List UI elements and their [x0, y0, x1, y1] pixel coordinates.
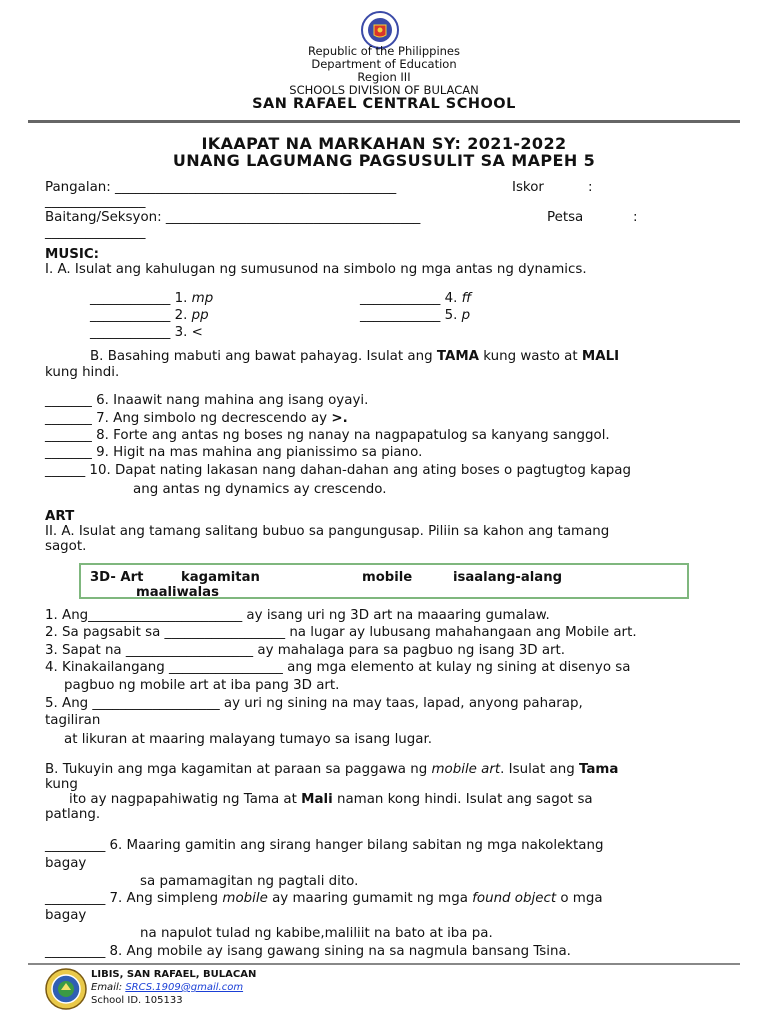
word-choice: 3D- Art — [90, 570, 144, 585]
art-question-3: 3. Sapat na ___________________ ay mahalaga para sa pagbuo ng isang 3D art. — [45, 643, 566, 658]
art-instruction-b-line2: ito ay nagpapahiwatig ng Tama at Mali naman kong hindi. Isulat ang sagot sa — [69, 792, 593, 807]
music-question-6: _______ 6. Inaawit nang mahina ang isang oyayi. — [45, 393, 369, 408]
art-instruction-b: B. Tukuyin ang mga kagamitan at paraan sa paggawa ng mobile art. Isulat ang Tama — [45, 762, 619, 777]
art-b-question-7-cont: na napulot tulad ng kabibe,maliliit na bato at iba pa. — [140, 926, 493, 941]
word-choice: maaliwalas — [136, 585, 219, 599]
music-instruction-a: I. A. Isulat ang kahulugan ng sumusunod na simbolo ng mga antas ng dynamics. — [45, 262, 587, 277]
footer-divider — [28, 963, 740, 965]
deped-seal-logo — [355, 9, 405, 49]
art-question-4-cont: pagbuo ng mobile art at iba pang 3D art. — [64, 678, 340, 693]
dynamics-symbol: ff — [461, 291, 472, 306]
music-question-10-cont: ang antas ng dynamics ay crescendo. — [133, 482, 387, 497]
art-question-5-wrap: tagiliran — [45, 713, 101, 728]
header-division: SCHOOLS DIVISION OF BULACAN — [289, 83, 479, 97]
exam-title-test: UNANG LAGUMANG PAGSUSULIT SA MAPEH 5 — [172, 151, 596, 170]
music-question-8: _______ 8. Forte ang antas ng boses ng nanay na nagpapatulog sa kanyang sanggol. — [45, 428, 610, 443]
art-b-question-6-cont: sa pamamagitan ng pagtali dito. — [140, 874, 359, 889]
art-b-question-6-wrap: bagay — [45, 856, 87, 871]
date-label: Petsa — [547, 210, 584, 225]
score-blank[interactable]: _______________ — [45, 194, 146, 209]
footer-address: LIBIS, SAN RAFAEL, BULACAN — [91, 969, 257, 980]
date-blank[interactable]: _______________ — [45, 225, 146, 240]
word-choice: isaalang-alang — [453, 570, 563, 585]
art-instruction-b-kung: kung — [45, 777, 78, 792]
art-instruction-a-cont: sagot. — [45, 539, 87, 554]
music-instruction-b-cont: kung hindi. — [45, 365, 120, 380]
dynamics-item-5: ____________ 5. p — [360, 308, 471, 323]
school-logo-icon — [45, 968, 87, 1010]
dynamics-item-2: ____________ 2. pp — [90, 308, 209, 323]
music-question-9: _______ 9. Higit na mas mahina ang pianissimo sa piano. — [45, 445, 423, 460]
header-region: Region III — [357, 70, 411, 84]
dynamics-item-1: ____________ 1. mp — [90, 291, 214, 306]
music-instruction-b: B. Basahing mabuti ang bawat pahayag. Isulat ang TAMA kung wasto at MALI — [90, 349, 620, 364]
music-question-7: _______ 7. Ang simbolo ng decrescendo ay >. — [45, 411, 348, 426]
music-heading: MUSIC: — [45, 247, 100, 262]
dynamics-symbol: pp — [191, 308, 209, 323]
dynamics-symbol: p — [461, 308, 471, 323]
dynamics-symbol: < — [191, 325, 203, 340]
art-question-5: 5. Ang ___________________ ay uri ng sining na may taas, lapad, anyong paharap, — [45, 696, 583, 711]
art-question-2: 2. Sa pagsabit sa __________________ na lugar ay lubusang mahahangaan ang Mobile art. — [45, 625, 637, 640]
score-label: Iskor — [512, 180, 544, 195]
footer-email: Email: SRCS.1909@gmail.com — [91, 982, 244, 993]
answer-blank[interactable]: ____________ — [90, 308, 171, 323]
header-department: Department of Education — [311, 57, 457, 71]
art-b-question-7: _________ 7. Ang simpleng mobile ay maaring gumamit ng mga found object o mga — [45, 891, 603, 906]
footer-school-id: School ID. 105133 — [91, 995, 183, 1006]
date-colon: : — [633, 210, 638, 225]
art-b-question-6: _________ 6. Maaring gamitin ang sirang hanger bilang sabitan ng mga nakolektang — [45, 838, 604, 853]
word-choice: kagamitan — [181, 570, 260, 585]
art-b-question-8: _________ 8. Ang mobile ay isang gawang sining na sa nagmula bansang Tsina. — [45, 944, 571, 959]
word-choice: mobile — [362, 570, 413, 585]
art-heading: ART — [45, 509, 75, 524]
art-instruction-a: II. A. Isulat ang tamang salitang bubuo sa pangungusap. Piliin sa kahon ang tamang — [45, 524, 610, 539]
dynamics-symbol: mp — [191, 291, 214, 306]
art-instruction-b-line3: patlang. — [45, 807, 101, 822]
art-question-5-cont: at likuran at maaring malayang tumayo sa isang lugar. — [64, 732, 433, 747]
art-b-question-7-wrap: bagay — [45, 908, 87, 923]
dynamics-item-4: ____________ 4. ff — [360, 291, 472, 306]
header-school-name: SAN RAFAEL CENTRAL SCHOOL — [252, 96, 516, 112]
answer-blank[interactable]: ____________ — [90, 291, 171, 306]
word-choice-box — [79, 563, 689, 599]
header-divider — [28, 120, 740, 123]
music-question-10: ______ 10. Dapat nating lakasan nang dahan-dahan ang ating boses o pagtugtog kapag — [45, 463, 632, 478]
score-colon: : — [588, 180, 593, 195]
header-republic: Republic of the Philippines — [307, 44, 461, 58]
art-question-4: 4. Kinakailangang _________________ ang mga elemento at kulay ng sining at disenyo sa — [45, 660, 631, 675]
name-field[interactable]: Pangalan: __________________________________________ — [45, 180, 397, 195]
exam-title-quarter: IKAAPAT NA MARKAHAN SY: 2021-2022 — [201, 134, 567, 153]
answer-blank[interactable]: ____________ — [360, 291, 441, 306]
dynamics-item-3: ____________ 3. < — [90, 325, 203, 340]
section-field[interactable]: Baitang/Seksyon: ______________________________________ — [45, 210, 421, 225]
art-question-1: 1. Ang_______________________ ay isang uri ng 3D art na maaaring gumalaw. — [45, 608, 550, 623]
email-link[interactable]: SRCS.1909@gmail.com — [125, 982, 244, 993]
answer-blank[interactable]: ____________ — [360, 308, 441, 323]
answer-blank[interactable]: ____________ — [90, 325, 171, 340]
